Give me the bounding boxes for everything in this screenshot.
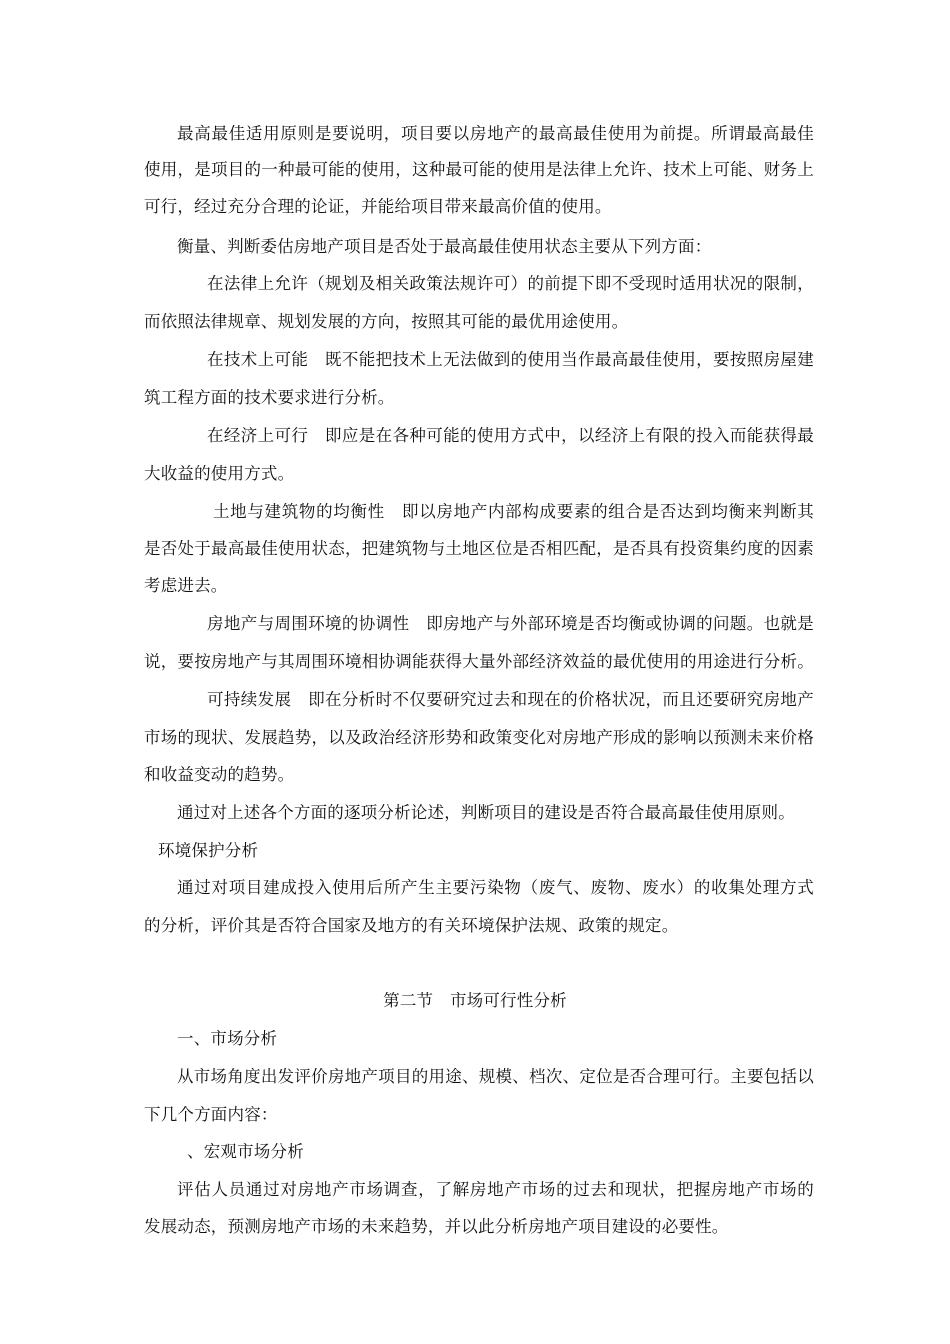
item-sustainable-line-3: 和收益变动的趋势。 <box>144 765 295 784</box>
item-technical-line-1: 在技术上可能 既不能把技术上无法做到的使用当作最高最佳使用，要按照房屋建 <box>207 350 814 369</box>
item-sustainable-line-2: 市场的现状、发展趋势，以及政治经济形势和政策变化对房地产形成的影响以预测未来价格 <box>144 728 814 747</box>
paragraph-market-line-1: 从市场角度出发评价房地产项目的用途、规模、档次、定位是否合理可行。主要包括以 <box>177 1067 814 1086</box>
item-sustainable-line-1: 可持续发展 即在分析时不仅要研究过去和现在的价格状况，而且还要研究房地产 <box>207 690 814 709</box>
item-legal-line-1: 在法律上允许（规划及相关政策法规许可）的前提下即不受现时适用状况的限制， <box>207 274 814 293</box>
paragraph-highest-best-use-line-3: 可行，经过充分合理的论证，并能给项目带来最高价值的使用。 <box>144 197 612 216</box>
heading-environment-protection: 环境保护分析 <box>158 841 259 860</box>
heading-macro-market: 、宏观市场分析 <box>187 1142 304 1161</box>
paragraph-highest-best-use-line-2: 使用，是项目的一种最可能的使用，这种最可能的使用是法律上允许、技术上可能、财务上 <box>144 160 814 179</box>
item-technical-line-2: 筑工程方面的技术要求进行分析。 <box>144 388 395 407</box>
heading-market-analysis: 一、市场分析 <box>177 1029 278 1048</box>
item-economic-line-2: 大收益的使用方式。 <box>144 464 295 483</box>
paragraph-environment-line-1: 通过对项目建成投入使用后所产生主要污染物（废气、废物、废水）的收集处理方式 <box>177 878 814 897</box>
paragraph-highest-best-use-line-1: 最高最佳适用原则是要说明，项目要以房地产的最高最佳使用为前提。所谓最高最佳 <box>177 124 814 143</box>
paragraph-market-line-2: 下几个方面内容： <box>144 1105 278 1124</box>
item-economic-line-1: 在经济上可行 即应是在各种可能的使用方式中，以经济上有限的投入而能获得最 <box>207 426 814 445</box>
item-environment-harmony-line-1: 房地产与周围环境的协调性 即房地产与外部环境是否均衡或协调的问题。也就是 <box>207 614 814 633</box>
paragraph-measure-intro: 衡量、判断委估房地产项目是否处于最高最佳使用状态主要从下列方面： <box>177 237 712 256</box>
item-environment-harmony-line-2: 说，要按房地产与其周围环境相协调能获得大量外部经济效益的最优使用的用途进行分析。 <box>144 652 814 671</box>
item-balance-line-1: 土地与建筑物的均衡性 即以房地产内部构成要素的组合是否达到均衡来判断其 <box>213 502 814 521</box>
section-title: 第二节 市场可行性分析 <box>383 991 567 1010</box>
paragraph-conclusion: 通过对上述各个方面的逐项分析论述，判断项目的建设是否符合最高最佳使用原则。 <box>177 803 795 822</box>
paragraph-macro-line-2: 发展动态，预测房地产市场的未来趋势，并以此分析房地产项目建设的必要性。 <box>144 1217 729 1236</box>
paragraph-macro-line-1: 评估人员通过对房地产市场调查，了解房地产市场的过去和现状，把握房地产市场的 <box>177 1180 814 1199</box>
item-balance-line-2: 是否处于最高最佳使用状态，把建筑物与土地区位是否相匹配，是否具有投资集约度的因素 <box>144 539 814 558</box>
item-legal-line-2: 而依照法律规章、规划发展的方向，按照其可能的最优用途使用。 <box>144 312 629 331</box>
item-balance-line-3: 考虑进去。 <box>144 576 228 595</box>
paragraph-environment-line-2: 的分析，评价其是否符合国家及地方的有关环境保护法规、政策的规定。 <box>144 916 679 935</box>
